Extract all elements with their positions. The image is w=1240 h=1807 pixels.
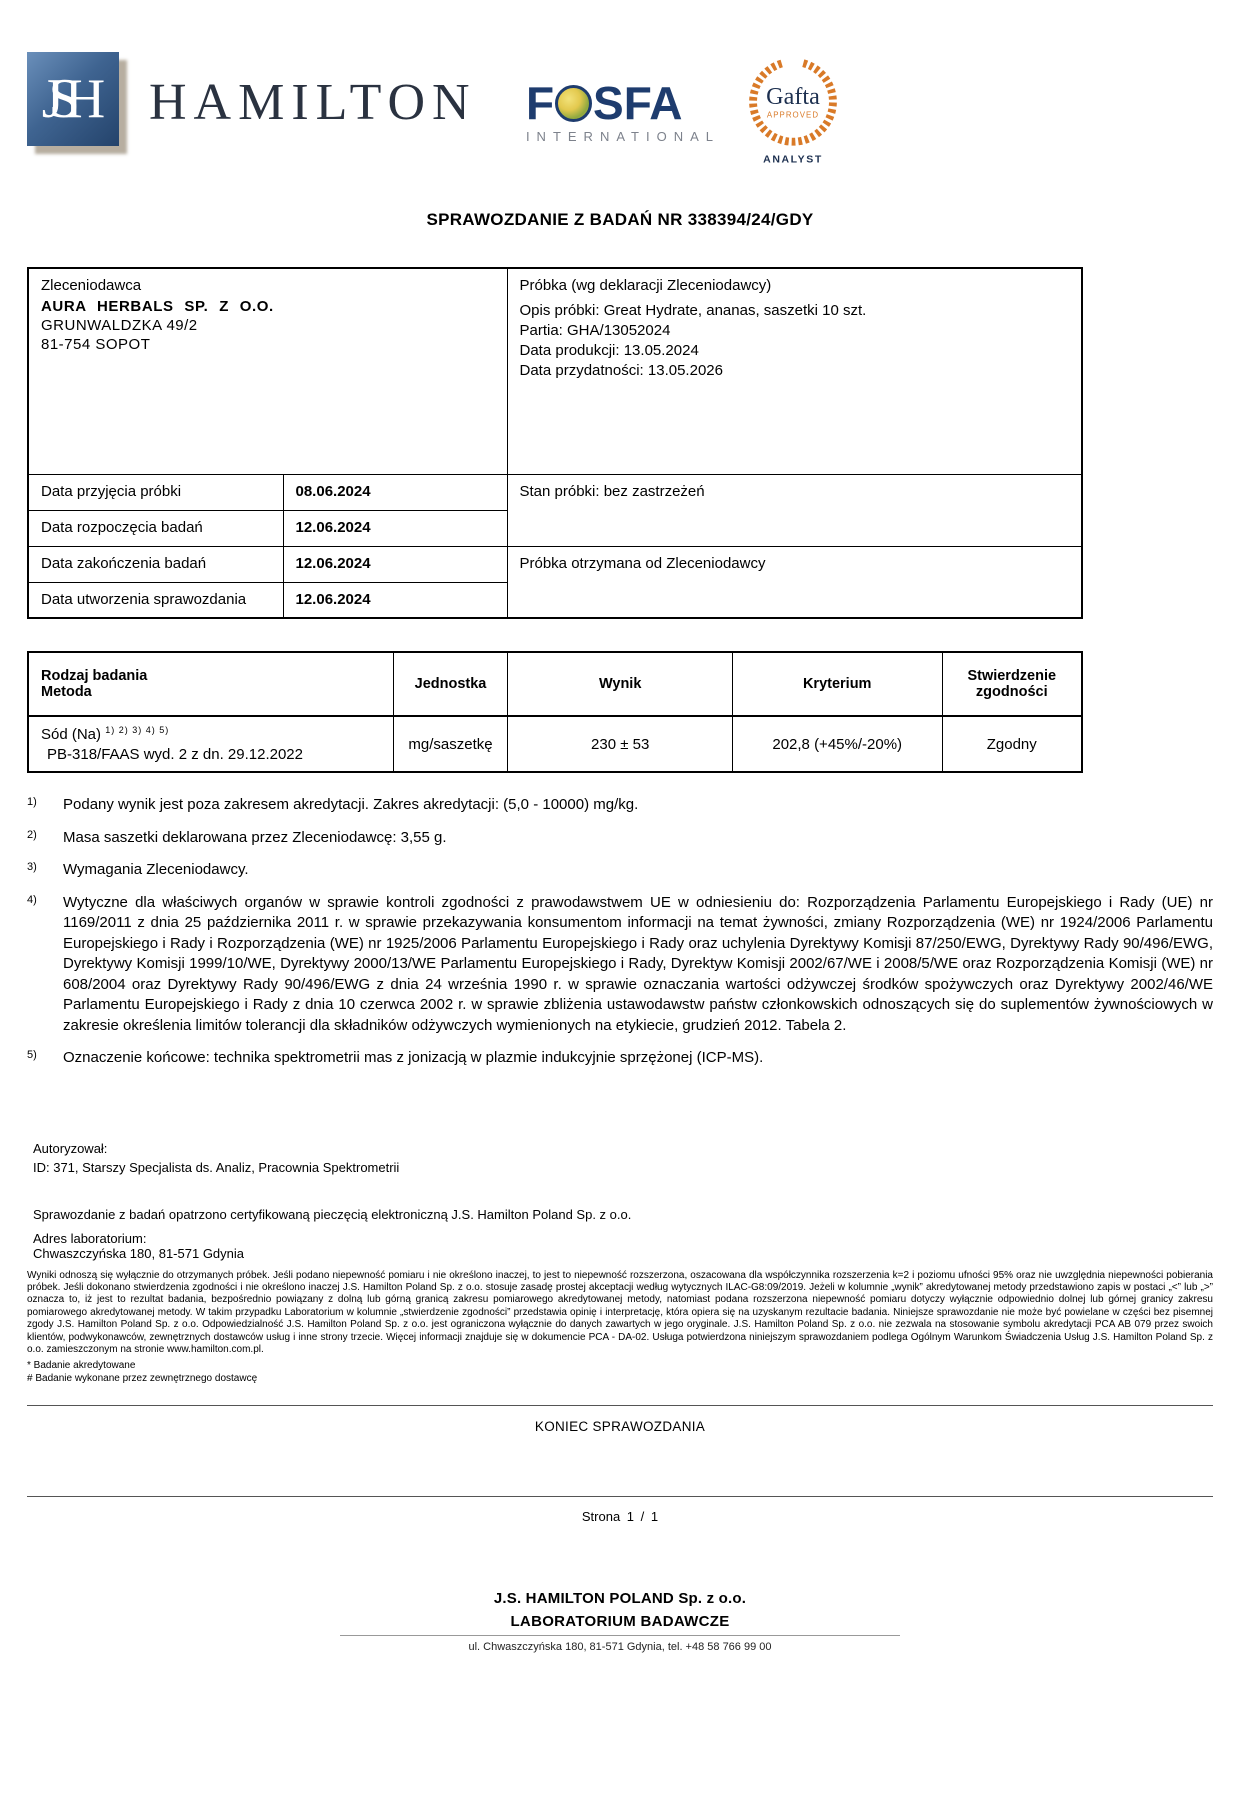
client-name: AURA HERBALS SP. Z O.O.	[41, 298, 274, 315]
footnote-text: Wymagania Zleceniodawcy.	[63, 861, 249, 878]
footnote-number: 3)	[27, 861, 37, 873]
results-table	[27, 651, 1083, 773]
analyte-name: Sód (Na)	[41, 726, 102, 743]
authorization-block	[27, 1139, 1213, 1177]
certification-logos	[526, 52, 848, 173]
end-of-report-label: KONIEC SPRAWOZDANIA	[534, 1419, 706, 1435]
sample-label: Próbka (wg deklaracji Zleceniodawcy)	[519, 277, 772, 294]
header-test-type: Rodzaj badania Metoda	[28, 652, 393, 716]
client-address-city: 81-754 SOPOT	[41, 336, 151, 353]
gafta-analyst-label: ANALYST	[763, 153, 823, 166]
disclaimer-text: Wyniki odnoszą się wyłącznie do otrzymanych próbek. Jeśli podano niepewność pomiaru i nie określono inaczej, to jest to niepewność rozszerzona, oszacowana dla współczynnika rozszerzenia k=2 i poziomu ufności 95% oraz nie uwzględnia niepewności pobierania próbek. Jeśli dokonano stwierdzenia zgodności i nie określono inaczej J.S. Hamilton Poland Sp. z o.o. stosuje zasadę prostej akceptacji według wytycznych ILAC-G8:09/2019. Jeżeli w kolumnie „wynik” akredytowanej metody przedstawiono zapis w postaci „<” lub „>” oznacza to, iż jest to rezultat badania, bezpośrednio powiązany z dolną lub górną granicą zakresu pomiarowego akredytowanej metody, natomiast podana rozszerzona niepewność pomiaru dotyczy wyłącznie odpowiednio dolnej lub górnej granicy zakresu pomiarowego akredytowanej metody. W takim przypadku Laboratorium w kolumnie „stwierdzenie zgodności” przedstawia opinię i interpretację, która opiera się na uzyskanym rezultacie badania. Niniejsze sprawozdanie nie może być powielane w części bez pisemnej zgody J.S. Hamilton Poland Sp. z o.o. Odpowiedzialność J.S. Hamilton Poland Sp. z o.o. jest ograniczona wyłącznie do danych zawartych w jego oryginale. J.S. Hamilton Poland Sp. z o.o. nie zezwala na stosowanie symbolu akredytacji PCA AB 079 przez swoich klientów, podwykonawców, zewnętrznych dostawców usług i inne strony trzecie. Więcej informacji znajduje się w dokumencie PCA - DA-02. Usługa potwierdzona niniejszym sprawozdaniem podlega Ogólnym Warunkom Świadczenia Usług J.S. Hamilton Poland Sp. z o.o. zamieszczonym na stronie www.hamilton.com.pl.	[27, 1269, 1213, 1355]
footnote-1	[27, 795, 1213, 816]
gafta-approved-logo	[738, 44, 848, 173]
header-criterion: Kryterium	[732, 652, 942, 716]
table-row	[28, 546, 1082, 582]
footnote-number: 4)	[27, 893, 37, 906]
footer-company-name: J.S. HAMILTON POLAND Sp. z o.o.	[493, 1590, 747, 1608]
header-result: Wynik	[508, 652, 732, 716]
client-cell	[28, 268, 507, 474]
footnote-number: 2)	[27, 828, 37, 841]
footnote-2	[27, 828, 1213, 849]
jsh-monogram-text: JSH	[41, 68, 91, 130]
footnote-refs: 1) 2) 3) 4) 5)	[105, 725, 170, 735]
header-unit: Jednostka	[393, 652, 508, 716]
results-header-row	[28, 652, 1082, 716]
conformity-value: Zgodny	[942, 716, 1082, 772]
footnote-text: Oznaczenie końcowe: technika spektrometrii mas z jonizacją w plazmie indukcyjnie sprzężonej (ICP-MS).	[63, 1049, 764, 1066]
divider	[340, 1635, 900, 1636]
divider	[27, 1405, 1213, 1406]
jsh-hamilton-logo	[27, 52, 477, 146]
sample-received-note: Próbka otrzymana od Zleceniodawcy	[507, 546, 1082, 618]
fosfa-international-label: INTERNATIONAL	[525, 129, 720, 144]
globe-icon	[555, 85, 592, 122]
footnote-5	[27, 1048, 1213, 1069]
gafta-approved-label: APPROVED	[766, 110, 820, 120]
hamilton-wordmark: HAMILTON	[149, 73, 477, 131]
sample-cell	[507, 268, 1082, 474]
footer-address: ul. Chwaszczyńska 180, 81-571 Gdynia, tel. +48 58 766 99 00	[468, 1641, 772, 1654]
authorized-by-label: Autoryzował:	[33, 1140, 108, 1156]
sample-state: Stan próbki: bez zastrzeżeń	[507, 474, 1082, 546]
page-number: Strona 1 / 1	[581, 1509, 659, 1525]
jsh-monogram-icon	[27, 52, 119, 146]
date-start-label: Data rozpoczęcia badań	[28, 510, 283, 546]
wheat-wreath-icon	[738, 44, 848, 168]
footnote-3	[27, 860, 1213, 881]
legend-accredited: * Badanie akredytowane	[27, 1360, 136, 1372]
sample-expiry-date: Data przydatności: 13.05.2026	[519, 362, 723, 379]
fosfa-logo	[525, 77, 720, 144]
header-conformity: Stwierdzenie zgodności	[942, 652, 1082, 716]
header-logos	[27, 52, 1213, 170]
lab-address: Chwaszczyńska 180, 81-571 Gdynia	[33, 1245, 245, 1261]
lab-report-page	[0, 52, 1240, 1653]
footnote-4	[27, 893, 1213, 1037]
fosfa-letter-f: F	[525, 77, 555, 129]
authorized-by-person: ID: 371, Starszy Specjalista ds. Analiz, Pracownia Spektrometrii	[33, 1159, 400, 1175]
footer-lab-name: LABORATORIUM BADAWCZE	[510, 1613, 730, 1631]
sample-batch: Partia: GHA/13052024	[519, 322, 671, 339]
date-received-label: Data przyjęcia próbki	[28, 474, 283, 510]
lab-address-label: Adres laboratorium:	[33, 1230, 147, 1246]
sample-description: Opis próbki: Great Hydrate, ananas, saszetki 10 szt.	[519, 302, 867, 319]
sample-production-date: Data produkcji: 13.05.2024	[519, 342, 699, 359]
legend	[27, 1359, 1213, 1385]
gafta-wordmark: Gafta	[766, 82, 820, 110]
criterion-value: 202,8 (+45%/-20%)	[732, 716, 942, 772]
date-start-value: 12.06.2024	[283, 510, 507, 546]
client-address-street: GRUNWALDZKA 49/2	[41, 317, 198, 334]
date-end-label: Data zakończenia badań	[28, 546, 283, 582]
divider	[27, 1496, 1213, 1497]
footnote-number: 1)	[27, 796, 37, 808]
date-received-value: 08.06.2024	[283, 474, 507, 510]
electronic-seal-note: Sprawozdanie z badań opatrzono certyfikowaną pieczęcią elektroniczną J.S. Hamilton Poland Sp. z o.o.	[33, 1206, 632, 1222]
client-label: Zleceniodawca	[41, 277, 142, 294]
table-row	[28, 474, 1082, 510]
footnote-text: Masa saszetki deklarowana przez Zleceniodawcę: 3,55 g.	[63, 828, 447, 846]
sample-info-table	[27, 267, 1083, 619]
footnote-number: 5)	[27, 1049, 37, 1061]
date-end-value: 12.06.2024	[283, 546, 507, 582]
result-value: 230 ± 53	[508, 716, 732, 772]
footnote-text: Podany wynik jest poza zakresem akredytacji. Zakres akredytacji: (5,0 - 10000) mg/kg.	[63, 796, 639, 813]
footnote-text: Wytyczne dla właściwych organów w sprawie kontroli zgodności z prawodawstwem UE w odniesieniu do: Rozporządzenia Parlamentu Europejskiego i Rady (UE) nr 1169/2011 z dnia 25 października 2011 r. w sprawie przekazywania konsumentom informacji na temat żywności, zmiany Rozporządzenia (WE) nr 1924/2006 Parlamentu Europejskiego i Rady i Rozporządzenia (WE) nr 1925/2006 Parlamentu Europejskiego i Rady oraz uchylenia Dyrektywy Komisji 87/250/EWG, Dyrektywy Rady 90/496/EWG, Dyrektywy Komisji 1999/10/WE, Dyrektywy 2000/13/WE Parlamentu Europejskiego i Rady, Dyrektyw Komisji 2002/67/WE i 2008/5/WE oraz Rozporządzenia Komisji (WE) nr 608/2004 oraz Dyrektywy Rady 90/496/EWG z dnia 24 września 1990 r. w sprawie oznaczania wartości odżywczej środków spożywczych oraz Dyrektywy 2002/46/WE Parlamentu Europejskiego i Rady z dnia 10 czerwca 2002 r. w sprawie zbliżenia ustawodawstw państw członkowskich odnoszących się do suplementów żywnościowych w zakresie określenia limitów tolerancji dla składników odżywczych wymienionych na etykiecie, grudzień 2012. Tabela 2.	[63, 893, 1213, 1034]
analyte-cell	[28, 716, 393, 772]
report-title: SPRAWOZDANIE Z BADAŃ NR 338394/24/GDY	[426, 210, 814, 229]
unit-value: mg/saszetkę	[393, 716, 508, 772]
fosfa-letters-sfa: SFA	[593, 77, 683, 129]
date-report-label: Data utworzenia sprawozdania	[28, 582, 283, 618]
company-footer	[27, 1590, 1213, 1653]
date-report-value: 12.06.2024	[283, 582, 507, 618]
footnotes	[27, 795, 1213, 1069]
method-name: PB-318/FAAS wyd. 2 z dn. 29.12.2022	[47, 746, 303, 763]
legend-external: # Badanie wykonane przez zewnętrznego dostawcę	[27, 1373, 258, 1385]
table-row	[28, 716, 1082, 772]
